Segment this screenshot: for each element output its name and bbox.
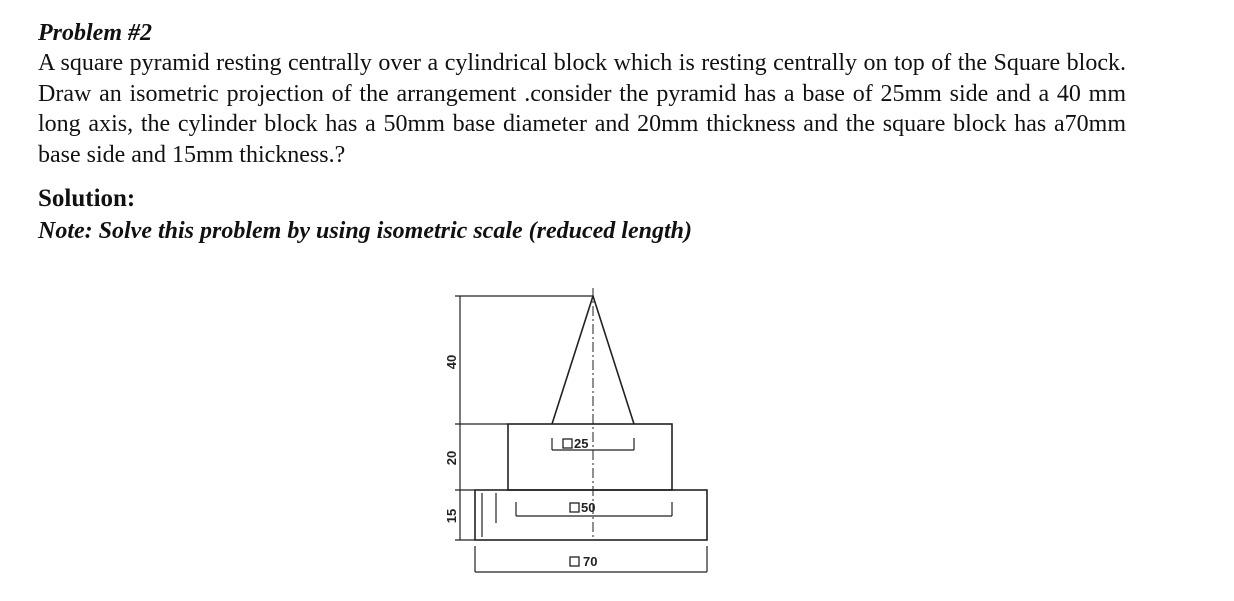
engineering-drawing xyxy=(420,278,740,588)
square-symbol-50 xyxy=(570,503,579,512)
solution-note: Note: Solve this problem by using isometric scale (reduced length) xyxy=(38,218,692,244)
cylinder-block-outline xyxy=(508,424,672,490)
problem-statement: A square pyramid resting centrally over a cylindrical block which is resting centrally on top of the Square block. Draw an isometric projection of the arrangement .consider the pyramid has a base of 25mm side and a 40 mm long axis, the cylinder block has a 50mm base diameter and 20mm thickness and the square block has a70mm base side and 15mm thickness.? xyxy=(38,50,1126,168)
front-view-svg xyxy=(420,278,740,588)
dim-label-cylinder-height: 20 xyxy=(444,450,459,466)
dim-label-block-base: 70 xyxy=(583,554,598,569)
square-symbol-70 xyxy=(570,557,579,566)
square-symbol-25 xyxy=(563,439,572,448)
problem-title: Problem #2 xyxy=(38,20,152,46)
solution-heading: Solution: xyxy=(38,185,136,212)
dim-label-pyramid-height: 40 xyxy=(444,354,459,370)
document-page xyxy=(38,18,1126,246)
dim-label-cylinder-diameter: 50 xyxy=(581,500,596,515)
dim-label-block-height: 15 xyxy=(444,508,459,524)
dim-label-pyramid-base: 25 xyxy=(574,436,589,451)
